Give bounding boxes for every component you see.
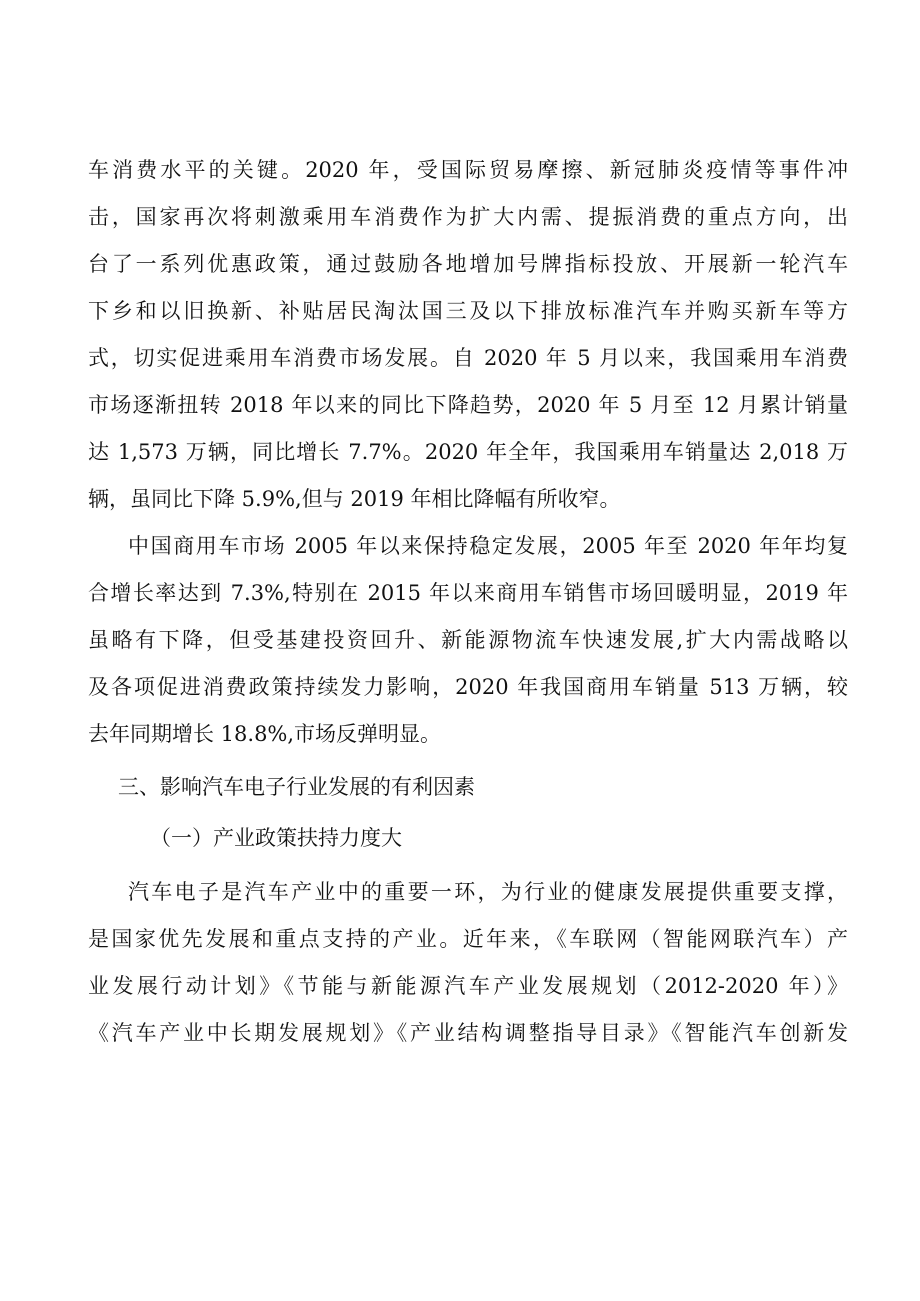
paragraph-3-line-2: 是国家优先发展和重点支持的产业。近年来，《车联网（智能网联汽车）产: [88, 927, 848, 951]
paragraph-1-line-3: 台了一系列优惠政策，通过鼓励各地增加号牌指标投放、开展新一轮汽车: [88, 252, 848, 276]
paragraph-2-line-5: 去年同期增长 18.8%,市场反弹明显。: [88, 722, 442, 746]
paragraph-1-line-4: 下乡和以旧换新、补贴居民淘汰国三及以下排放标准汽车并购买新车等方: [88, 299, 848, 323]
paragraph-2-line-1: 中国商用车市场 2005 年以来保持稳定发展，2005 年至 2020 年年均复: [128, 534, 848, 558]
paragraph-3-line-4: 《汽车产业中长期发展规划》《产业结构调整指导目录》《智能汽车创新发: [88, 1021, 848, 1045]
paragraph-1-line-8: 辆，虽同比下降 5.9%,但与 2019 年相比降幅有所收窄。: [88, 487, 621, 511]
paragraph-1-line-2: 击，国家再次将刺激乘用车消费作为扩大内需、提振消费的重点方向，出: [88, 205, 848, 229]
paragraph-2-line-3: 虽略有下降，但受基建投资回升、新能源物流车快速发展,扩大内需战略以: [88, 628, 848, 652]
paragraph-1-line-1: 车消费水平的关键。2020 年，受国际贸易摩擦、新冠肺炎疫情等事件冲: [88, 158, 848, 182]
paragraph-2-line-2: 合增长率达到 7.3%,特别在 2015 年以来商用车销售市场回暖明显，2019 年: [88, 581, 848, 605]
paragraph-1-line-7: 达 1,573 万辆，同比增长 7.7%。2020 年全年，我国乘用车销量达 2,018 万: [88, 440, 848, 464]
section-heading: 三、影响汽车电子行业发展的有利因素: [118, 775, 475, 799]
paragraph-1-line-5: 式，切实促进乘用车消费市场发展。自 2020 年 5 月以来，我国乘用车消费: [88, 346, 848, 370]
paragraph-1-line-6: 市场逐渐扭转 2018 年以来的同比下降趋势，2020 年 5 月至 12 月累计销量: [88, 393, 848, 417]
paragraph-2-line-4: 及各项促进消费政策持续发力影响，2020 年我国商用车销量 513 万辆，较: [88, 675, 848, 699]
paragraph-3-line-1: 汽车电子是汽车产业中的重要一环，为行业的健康发展提供重要支撑，: [128, 880, 848, 904]
paragraph-3-line-3: 业发展行动计划》《节能与新能源汽车产业发展规划（2012-2020 年）》: [88, 974, 848, 998]
subsection-heading: （一）产业政策扶持力度大: [150, 826, 402, 850]
